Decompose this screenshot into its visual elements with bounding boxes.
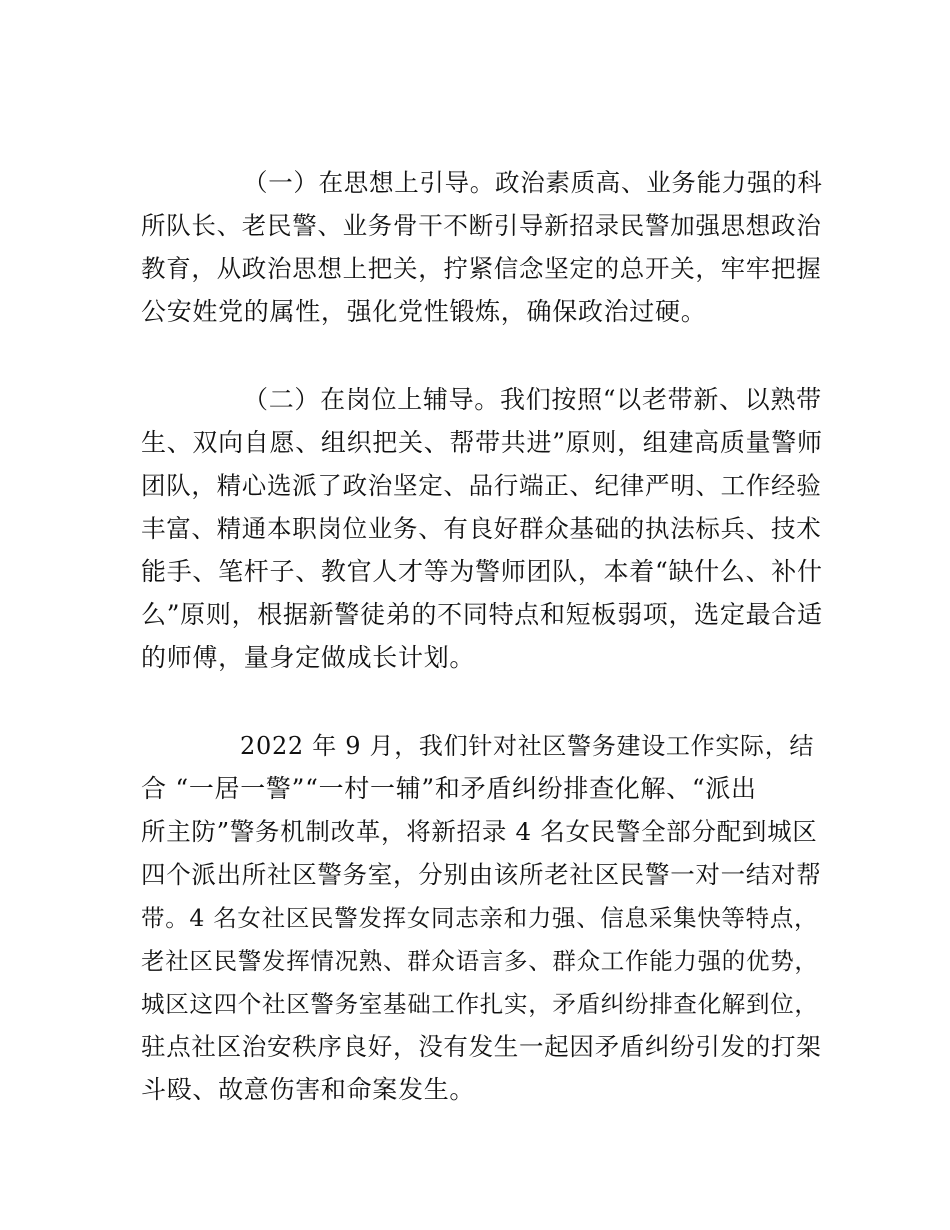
paragraph-line: 带。4 名女社区民警发挥女同志亲和力强、信息采集快等特点， <box>141 904 819 932</box>
paragraph-line: 驻点社区治安秩序良好，没有发生一起因矛盾纠纷引发的打架 <box>141 1032 822 1061</box>
paragraph-line: 所主防”警务机制改革，将新招录 4 名女民警全部分配到城区 <box>141 817 818 846</box>
paragraph-line: 团队，精心选派了政治坚定、品行端正、纪律严明、工作经验 <box>141 471 822 500</box>
paragraph-line: 城区这四个社区警务室基础工作扎实，矛盾纠纷排查化解到位， <box>141 990 819 1018</box>
paragraph-line: 能手、笔杆子、教官人才等为警师团队，本着“缺什么、补什 <box>141 557 823 586</box>
paragraph-line: （一）在思想上引导。政治素质高、业务能力强的科 <box>243 168 823 197</box>
paragraph-line: （二）在岗位上辅导。我们按照“以老带新、以熟带 <box>243 385 822 414</box>
paragraph-line: 生、双向自愿、组织把关、帮带共进”原则，组建高质量警师 <box>141 428 823 457</box>
paragraph-line: 2022 年 9 月，我们针对社区警务建设工作实际，结 <box>240 732 815 760</box>
paragraph-line: 的师傅，量身定做成长计划。 <box>141 643 476 672</box>
paragraph-line: 四个派出所社区警务室，分别由该所老社区民警一对一结对帮 <box>141 860 822 889</box>
paragraph-line: 所队长、老民警、业务骨干不断引导新招录民警加强思想政治 <box>141 211 822 240</box>
paragraph-line: 斗殴、故意伤害和命案发生。 <box>141 1075 476 1104</box>
paragraph-line: 么”原则，根据新警徒弟的不同特点和短板弱项，选定最合适 <box>141 600 823 629</box>
paragraph-line: 老社区民警发挥情况熟、群众语言多、群众工作能力强的优势， <box>141 947 819 975</box>
paragraph-line: 公安姓党的属性，强化党性锻炼，确保政治过硬。 <box>141 297 707 326</box>
paragraph-line: 丰富、精通本职岗位业务、有良好群众基础的执法标兵、技术 <box>141 514 822 543</box>
paragraph-line: 教育，从政治思想上把关，拧紧信念坚定的总开关，牢牢把握 <box>141 254 822 283</box>
paragraph-line: 合 “一居一警”“一村一辅”和矛盾纠纷排查化解、“派出 <box>141 774 757 803</box>
